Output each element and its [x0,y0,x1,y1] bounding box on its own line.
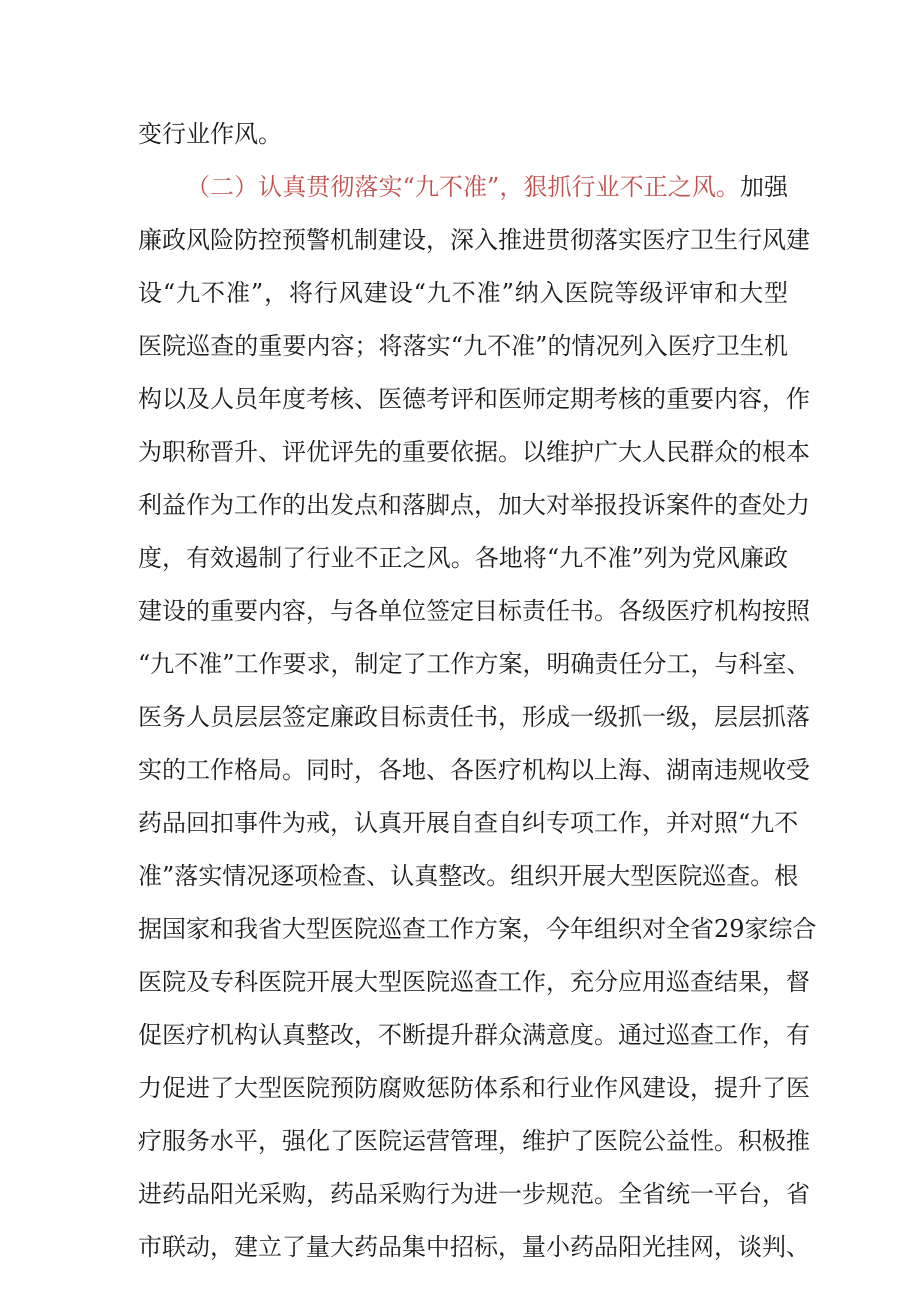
paragraph-line: 据国家和我省大型医院巡查工作方案，今年组织对全省29家综合 [138,915,817,943]
section-heading-line [186,167,788,207]
paragraph-line: 医院巡查的重要内容；将落实“九不准”的情况列入医疗卫生机 [138,332,788,360]
paragraph-line: 准”落实情况逐项检查、认真整改。组织开展大型医院巡查。根 [138,862,799,890]
paragraph-line: “九不准”工作要求，制定了工作方案，明确责任分工，与科室、 [138,650,811,678]
paragraph-line: 变行业作风。 [138,120,282,148]
paragraph-line: 疗服务水平，强化了医院运营管理，维护了医院公益性。积极推 [138,1127,810,1155]
paragraph-line: 构以及人员年度考核、医德考评和医师定期考核的重要内容，作 [138,385,810,413]
paragraph-line: 利益作为工作的出发点和落脚点，加大对举报投诉案件的查处力 [138,491,810,519]
section-heading: （二）认真贯彻落实“九不准”，狠抓行业不正之风。 [186,173,740,201]
paragraph-line: 建设的重要内容，与各单位签定目标责任书。各级医疗机构按照 [138,597,810,625]
paragraph-text: 加强 [739,173,788,201]
paragraph-line: 力促进了大型医院预防腐败惩防体系和行业作风建设，提升了医 [138,1074,810,1102]
paragraph-line: 进药品阳光采购，药品采购行为进一步规范。全省统一平台，省 [138,1180,810,1208]
paragraph-line: 实的工作格局。同时，各地、各医疗机构以上海、湖南违规收受 [138,756,810,784]
paragraph-line: 设“九不准”，将行风建设“九不准”纳入医院等级评审和大型 [138,279,788,307]
paragraph-line: 为职称晋升、评优评先的重要依据。以维护广大人民群众的根本 [138,438,810,466]
paragraph-line: 医院及专科医院开展大型医院巡查工作，充分应用巡查结果，督 [138,968,810,996]
paragraph-line: 药品回扣事件为戒，认真开展自查自纠专项工作，并对照“九不 [138,809,799,837]
paragraph-line: 市联动，建立了量大药品集中招标，量小药品阳光挂网，谈判、 [138,1233,810,1261]
paragraph-line: 廉政风险防控预警机制建设，深入推进贯彻落实医疗卫生行风建 [138,226,810,254]
paragraph-line: 医务人员层层签定廉政目标责任书，形成一级抓一级，层层抓落 [138,703,810,731]
paragraph-line: 度，有效遏制了行业不正之风。各地将“九不准”列为党风廉政 [138,544,788,572]
paragraph-line: 促医疗机构认真整改，不断提升群众满意度。通过巡查工作，有 [138,1021,810,1049]
